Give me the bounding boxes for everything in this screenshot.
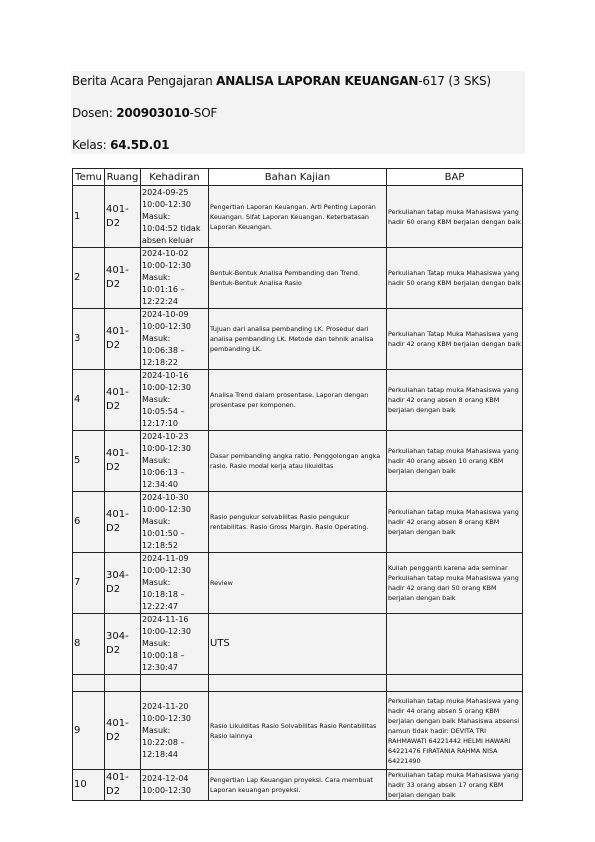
cell-ruang: 401-D2	[105, 370, 141, 431]
cell-bahan-kajian: Pengertian Laporan Keuangan. Arti Penting Laporan Keuangan. Sifat Laporan Keuangan. Keterbatasan Laporan Keuangan.	[209, 186, 387, 248]
course-code: -617 (3 SKS)	[418, 74, 491, 88]
dosen-line	[72, 106, 217, 120]
cell-bap: Perkuliahan tatap muka Mahasiswa yang hadir 42 orang absen 8 orang KBM berjalan dengan baik	[387, 370, 523, 431]
cell-bahan-kajian: UTS	[209, 614, 387, 675]
header-ruang: Ruang	[105, 169, 141, 186]
dosen-label: Dosen:	[72, 106, 117, 120]
cell-bap: Perkuliahan tatap muka Mahasiswa yang hadir 42 orang absen 8 orang KBM berjalan dengan baik	[387, 492, 523, 553]
cell-temu	[73, 675, 105, 692]
cell-kehadiran	[141, 675, 209, 692]
cell-bahan-kajian: Tujuan dari analisa pembanding LK. Prosedur dari analisa pembanding LK. Metode dan tehnik analisa pembanding LK.	[209, 309, 387, 370]
cell-kehadiran: 2024-10-09 10:00-12:30 Masuk: 10:06:38 – 12:18:22	[141, 309, 209, 370]
table-row	[73, 370, 523, 431]
cell-bahan-kajian: Rasio Likuiditas Rasio Solvabilitas Rasio Rentabilitas Rasio lainnya	[209, 692, 387, 770]
cell-temu: 6	[73, 492, 105, 553]
cell-temu: 10	[73, 770, 105, 801]
cell-ruang: 304-D2	[105, 553, 141, 614]
attendance-table	[72, 168, 523, 801]
cell-ruang: 401-D2	[105, 770, 141, 801]
cell-ruang: 401-D2	[105, 186, 141, 248]
cell-ruang: 401-D2	[105, 248, 141, 309]
cell-temu: 5	[73, 431, 105, 492]
kelas-label: Kelas:	[72, 138, 111, 152]
table-header-row	[73, 169, 523, 186]
table-row	[73, 770, 523, 801]
cell-temu: 9	[73, 692, 105, 770]
header-bap: BAP	[387, 169, 523, 186]
cell-bap: Perkuliahan Tatap muka Mahasiswa yang hadir 50 orang KBM berjalan dengan baik	[387, 248, 523, 309]
cell-ruang: 401-D2	[105, 692, 141, 770]
cell-bahan-kajian: Pengertian Lap Keuangan proyeksi. Cara membuat Laporan keuangan proyeksi.	[209, 770, 387, 801]
cell-kehadiran: 2024-11-20 10:00-12:30 Masuk: 10:22:08 – 12:18:44	[141, 692, 209, 770]
cell-temu: 2	[73, 248, 105, 309]
cell-kehadiran: 2024-09-25 10:00-12:30 Masuk: 10:04:52 tidak absen keluar	[141, 186, 209, 248]
cell-kehadiran: 2024-10-30 10:00-12:30 Masuk: 10:01:50 – 12:18:52	[141, 492, 209, 553]
table-row	[73, 492, 523, 553]
header-temu: Temu	[73, 169, 105, 186]
cell-temu: 7	[73, 553, 105, 614]
cell-bap	[387, 614, 523, 675]
cell-kehadiran: 2024-11-16 10:00-12:30 Masuk: 10:00:18 – 12:30:47	[141, 614, 209, 675]
header-kehadiran: Kehadiran	[141, 169, 209, 186]
table-row	[73, 431, 523, 492]
cell-kehadiran: 2024-12-04 10:00-12:30	[141, 770, 209, 801]
header-bahan-kajian: Bahan Kajian	[209, 169, 387, 186]
table-row	[73, 553, 523, 614]
cell-kehadiran: 2024-11-09 10:00-12:30 Masuk: 10:18:18 – 12:22:47	[141, 553, 209, 614]
cell-temu: 4	[73, 370, 105, 431]
cell-bahan-kajian	[209, 675, 387, 692]
cell-ruang: 401-D2	[105, 309, 141, 370]
kelas-line	[72, 138, 169, 152]
table-row	[73, 614, 523, 675]
cell-bap: Perkuliahan tatap muka Mahasiswa yang hadir 40 orang absen 10 orang KBM berjalan dengan baik	[387, 431, 523, 492]
cell-bap: Perkuliahan tatap muka Mahasiswa yang hadir 60 orang KBM berjalan dengan baik	[387, 186, 523, 248]
cell-bahan-kajian: Rasio pengukur solvabilitas Rasio pengukur rentabilitas. Rasio Gross Margin. Rasio Operating.	[209, 492, 387, 553]
table-row	[73, 186, 523, 248]
cell-ruang: 304-D2	[105, 614, 141, 675]
kelas-value: 64.5D.01	[110, 138, 170, 152]
cell-temu: 3	[73, 309, 105, 370]
table-row-empty	[73, 675, 523, 692]
cell-temu: 8	[73, 614, 105, 675]
document-header	[71, 71, 525, 154]
cell-bahan-kajian: Analisa Trend dalam prosentase. Laporan dengan prosentase per komponen.	[209, 370, 387, 431]
cell-bap: Kuliah pengganti karena ada seminar Perkuliahan tatap muka Mahasiswa yang hadir 42 orang dari 50 orang KBM berjalan dengan baik	[387, 553, 523, 614]
course-name: ANALISA LAPORAN KEUANGAN	[216, 74, 419, 88]
table-row	[73, 692, 523, 770]
cell-bap: Perkuliahan Tatap Muka Mahasiswa yang hadir 42 orang KBM berjalan dengan baik	[387, 309, 523, 370]
cell-ruang	[105, 675, 141, 692]
cell-kehadiran: 2024-10-23 10:00-12:30 Masuk: 10:06:13 – 12:34:40	[141, 431, 209, 492]
cell-kehadiran: 2024-10-16 10:00-12:30 Masuk: 10:05:54 – 12:17:10	[141, 370, 209, 431]
cell-bahan-kajian: Bentuk-Bentuk Analisa Pembanding dan Trend. Bentuk-Bentuk Analisa Rasio	[209, 248, 387, 309]
dosen-suffix: -SOF	[189, 106, 218, 120]
dosen-code: 200903010	[116, 106, 190, 120]
cell-bahan-kajian: Review	[209, 553, 387, 614]
cell-temu: 1	[73, 186, 105, 248]
table-row	[73, 248, 523, 309]
cell-kehadiran: 2024-10-02 10:00-12:30 Masuk: 10:01:16 – 12:22:24	[141, 248, 209, 309]
title-prefix: Berita Acara Pengajaran	[72, 74, 217, 88]
cell-ruang: 401-D2	[105, 431, 141, 492]
cell-bap: Perkuliahan tatap muka Mahasiswa yang hadir 33 orang absen 17 orang KBM berjalan dengan baik	[387, 770, 523, 801]
cell-ruang: 401-D2	[105, 492, 141, 553]
cell-bap	[387, 675, 523, 692]
cell-bap: Perkuliahan tatap muka Mahasiswa yang hadir 44 orang absen 5 orang KBM berjalan dengan baik Mahasiswa absensi namun tidak hadir: DEVITA TRI RAHMAWATI 64221442 HELMI HAWARI 64221476 FIRATANIA RAHMA NISA 64221490	[387, 692, 523, 770]
table-row	[73, 309, 523, 370]
title-line	[72, 74, 491, 88]
cell-bahan-kajian: Dasar pembanding angka ratio. Penggolongan angka rasio. Rasio modal kerja atau likuiditas	[209, 431, 387, 492]
